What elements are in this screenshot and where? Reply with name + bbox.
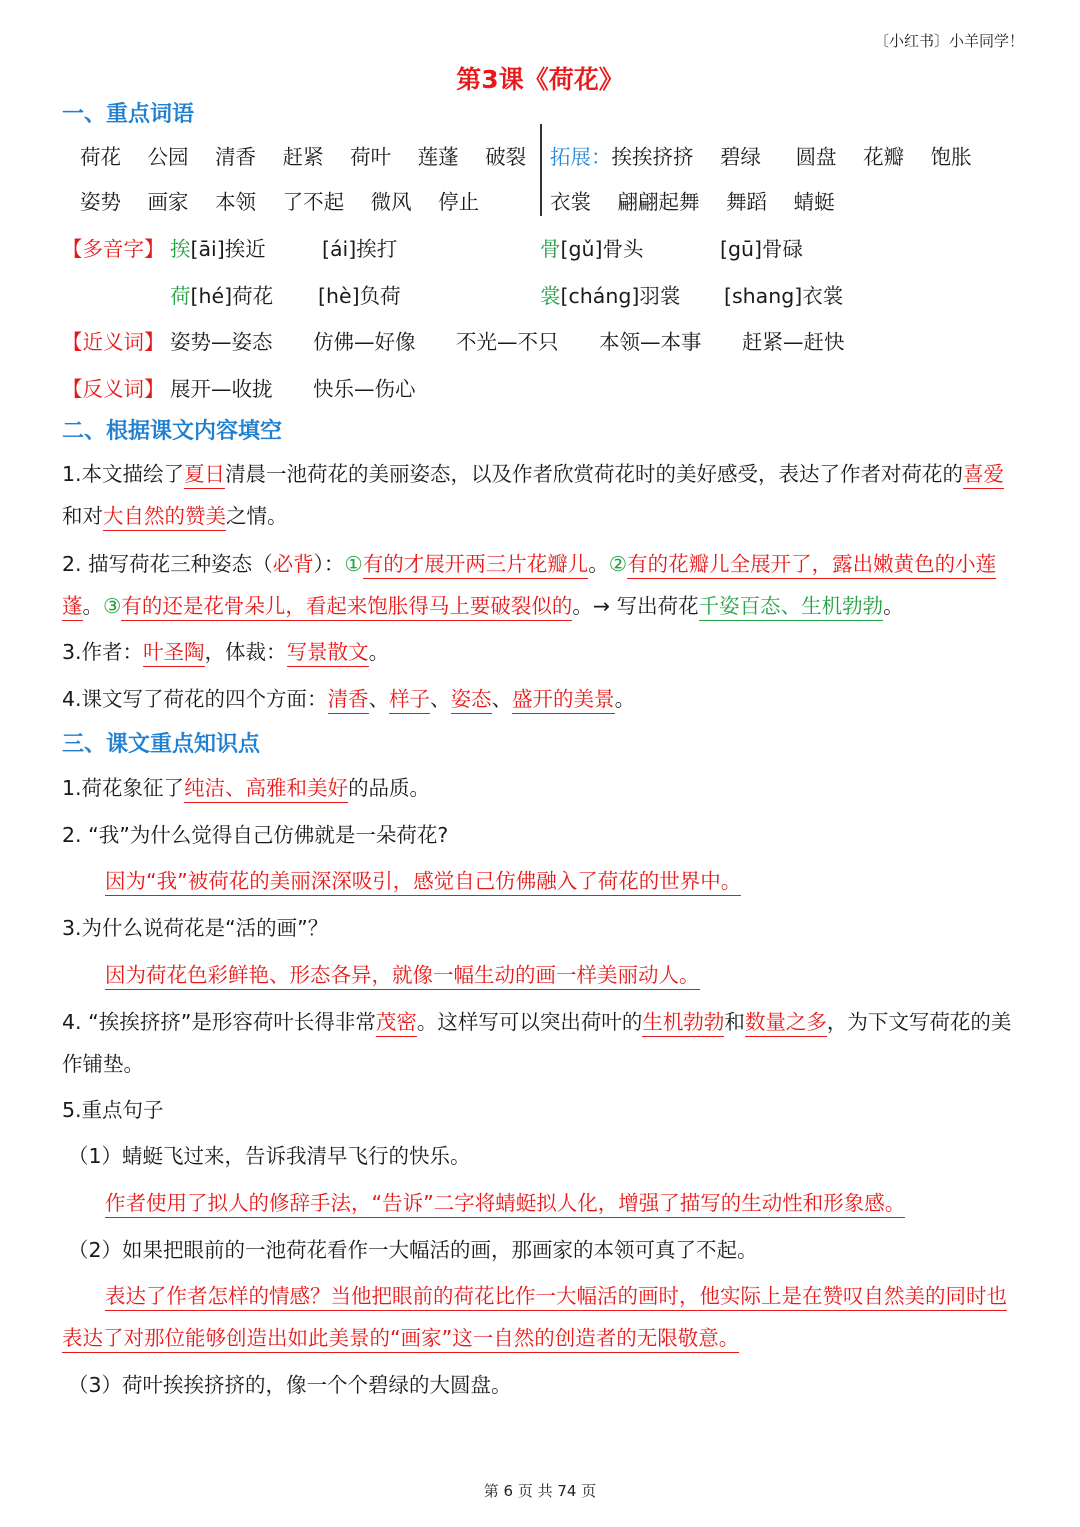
text: 清晨一池荷花的美丽姿态，以及作者欣赏荷花时的美好感受，表达了作者对荷花的 (225, 462, 964, 486)
fill-item-4 (62, 678, 1024, 720)
text: 和 (724, 1010, 745, 1034)
fill-item-1 (62, 453, 1024, 537)
text: 。 (368, 640, 390, 664)
text: ）： (313, 552, 345, 576)
answer: 茂密 (376, 1010, 417, 1037)
section-heading-2: 二、根据课文内容填空 (62, 419, 283, 444)
text: 1.本文描绘了 (62, 462, 185, 486)
text: 4.课文写了荷花的四个方面： (62, 687, 328, 711)
synonym: 姿势—姿态 (170, 330, 273, 354)
duoyin-item (170, 279, 273, 309)
vocab-word: 碧绿 (720, 145, 762, 169)
knowledge-item-1 (62, 767, 1024, 809)
text: 和对 (62, 504, 103, 528)
answer: 大自然的赞美 (103, 504, 226, 531)
duoyin-reading: [gū]骨碌 (720, 237, 804, 261)
answer: 纯洁、高雅和美好 (184, 776, 348, 803)
answer: 叶圣陶 (143, 640, 205, 667)
analysis-2 (62, 1275, 1024, 1359)
fill-item-2 (62, 543, 1024, 627)
text: 。→ 写出荷花 (572, 594, 699, 618)
duoyin-item (322, 232, 397, 262)
page-footer: 第 6 页 共 74 页 (483, 1482, 597, 1500)
answer: 样子 (389, 687, 430, 714)
vocab-word: 姿势 (80, 190, 121, 214)
vocab-word: 花瓣 (863, 145, 905, 169)
duoyin-reading: [gǔ]骨头 (560, 237, 644, 261)
vocab-word: 荷叶 (350, 145, 392, 169)
answer: 表达了作者怎样的情感？当他把眼前的荷花比作一大幅活的画时，他实际上是在赞叹自然美的同时也表达了对那位能够创造出如此美景的“画家”这一自然的创造者的无限敬意。 (62, 1284, 1007, 1353)
synonym: 仿佛—好像 (313, 330, 416, 354)
text: ，体裁： (204, 640, 287, 664)
duoyin-label (62, 232, 165, 262)
vocab-word: 微风 (370, 190, 412, 214)
text: 、 (430, 687, 451, 711)
answer: 生机勃勃 (642, 1010, 724, 1037)
vocab-word: 画家 (147, 190, 189, 214)
number-mark: ③ (103, 594, 122, 618)
answer: 写景散文 (287, 640, 369, 667)
key-sentences-title: 5.重点句子 (62, 1098, 164, 1122)
vocab-word: 清香 (215, 145, 257, 169)
vocab-word: 挨挨挤挤 (611, 145, 694, 169)
vocab-word: 饱胀 (930, 145, 972, 169)
text: 2. 描写荷花三种姿态（ (62, 552, 273, 576)
vocab-row-2 (80, 185, 499, 215)
page-title: 第3课《荷花》 (456, 65, 624, 94)
antonym: 快乐—伤心 (313, 377, 416, 401)
answer: 清香 (328, 687, 369, 714)
duoyin-char: 裳 (540, 284, 561, 308)
sentence-2: （2）如果把眼前的一池荷花看作一大幅活的画，那画家的本领可真了不起。 (68, 1238, 758, 1262)
text: 、 (491, 687, 513, 711)
text: 1.荷花象征了 (62, 776, 185, 800)
jinyi-row (62, 325, 165, 355)
text: 。 (82, 594, 103, 618)
text: 。这样写可以突出荷叶的 (416, 1010, 643, 1034)
text: 。 (883, 594, 904, 618)
answer: 因为荷花色彩鲜艳、形态各异，就像一幅生动的画一样美丽动人。 (105, 963, 700, 990)
divider (540, 124, 542, 216)
answer: 有的花瓣儿全展开了，露出嫩黄色的小莲蓬 (62, 552, 996, 621)
duoyin-reading: [shang]衣裳 (724, 284, 844, 308)
answer: 盛开的美景 (512, 687, 615, 714)
vocab-word: 莲蓬 (417, 145, 459, 169)
text: 3.作者： (62, 640, 144, 664)
duoyin-reading: [cháng]羽裳 (560, 284, 681, 308)
answer: 作者使用了拟人的修辞手法，“告诉”二字将蜻蜓拟人化，增强了描写的生动性和形象感。 (105, 1191, 905, 1218)
synonym: 本领—本事 (599, 330, 702, 354)
text: 之情。 (226, 504, 288, 528)
duoyin-char: 挨 (170, 237, 191, 261)
question-2: 2. “我”为什么觉得自己仿佛就是一朵荷花? (62, 823, 449, 847)
vocab-word: 破裂 (485, 145, 527, 169)
antonym: 展开—收拢 (170, 377, 273, 401)
answer: 千姿百态、生机勃勃 (699, 594, 884, 621)
sentence-3: （3）荷叶挨挨挤挤的，像一个个碧绿的大圆盘。 (68, 1373, 512, 1397)
duoyin-item (720, 232, 803, 262)
duoyin-char: 荷 (170, 284, 191, 308)
duoyin-item (540, 279, 680, 309)
number-mark: ② (608, 552, 628, 576)
vocab-word: 荷花 (80, 145, 121, 169)
duoyin-item (318, 279, 401, 309)
vocab-word: 舞蹈 (726, 190, 768, 214)
answer-2 (105, 860, 1025, 902)
knowledge-item-4 (62, 1001, 1024, 1085)
vocab-row-1 (80, 140, 546, 170)
vocab-word: 公园 (147, 145, 189, 169)
synonym: 赶紧—赶快 (742, 330, 845, 354)
text: 4. “挨挨挤挤”是形容荷叶长得非常 (62, 1010, 376, 1034)
duoyin-reading: [hé]荷花 (190, 284, 274, 308)
duoyin-item (724, 279, 843, 309)
duoyin-item (540, 232, 644, 262)
section-heading-3: 三、课文重点知识点 (62, 732, 261, 757)
vocab-word: 停止 (438, 190, 480, 214)
jinyi-label: 【近义词】 (62, 330, 165, 354)
sentence-1: （1）蜻蜓飞过来，告诉我清早飞行的快乐。 (68, 1144, 471, 1168)
text: ，为下文写荷花的美作铺垫。 (62, 1010, 1012, 1076)
duoyin-item (170, 232, 266, 262)
answer: 姿态 (451, 687, 492, 714)
answer: 有的还是花骨朵儿，看起来饱胀得马上要破裂似的 (121, 594, 572, 621)
duoyin-char: 骨 (540, 237, 561, 261)
answer: 因为“我”被荷花的美丽深深吸引，感觉自己仿佛融入了荷花的世界中。 (105, 869, 741, 896)
fanyi-label: 【反义词】 (62, 377, 165, 401)
ext-row-1 (550, 140, 992, 170)
duoyin-reading: [hè]负荷 (318, 284, 401, 308)
text: 、 (368, 687, 390, 711)
number-mark: ① (344, 552, 363, 576)
fill-item-3 (62, 631, 1024, 673)
answer: 夏日 (184, 462, 225, 489)
vocab-word: 蜻蜓 (793, 190, 835, 214)
text: 。 (588, 552, 609, 576)
synonym: 不光—不只 (456, 330, 559, 354)
vocab-word: 本领 (215, 190, 257, 214)
answer: 数量之多 (745, 1010, 827, 1037)
answer: 喜爱 (963, 462, 1004, 489)
must-memorize: 必背 (272, 552, 314, 576)
answer: 有的才展开两三片花瓣儿 (363, 552, 589, 579)
answer-3 (105, 954, 1025, 996)
vocab-word: 衣裳 (550, 190, 591, 214)
header-note: 〔小红书〕小羊同学！ (873, 32, 1024, 50)
vocab-word: 赶紧 (282, 145, 324, 169)
vocab-word: 圆盘 (795, 145, 837, 169)
duoyin-label-text: 【多音字】 (62, 237, 165, 261)
question-3: 3.为什么说荷花是“活的画”？ (62, 916, 329, 940)
fanyi-row (62, 372, 165, 402)
duoyin-reading: [āi]挨近 (190, 237, 266, 261)
ext-label: 拓展： (550, 145, 612, 169)
text: 。 (614, 687, 636, 711)
section-heading-1: 一、重点词语 (62, 102, 195, 127)
duoyin-reading: [ái]挨打 (322, 237, 398, 261)
analysis-1 (105, 1182, 1025, 1224)
text: 的品质。 (348, 776, 431, 800)
vocab-word: 翩翩起舞 (617, 190, 700, 214)
vocab-word: 了不起 (282, 190, 345, 214)
ext-row-2 (550, 185, 855, 215)
